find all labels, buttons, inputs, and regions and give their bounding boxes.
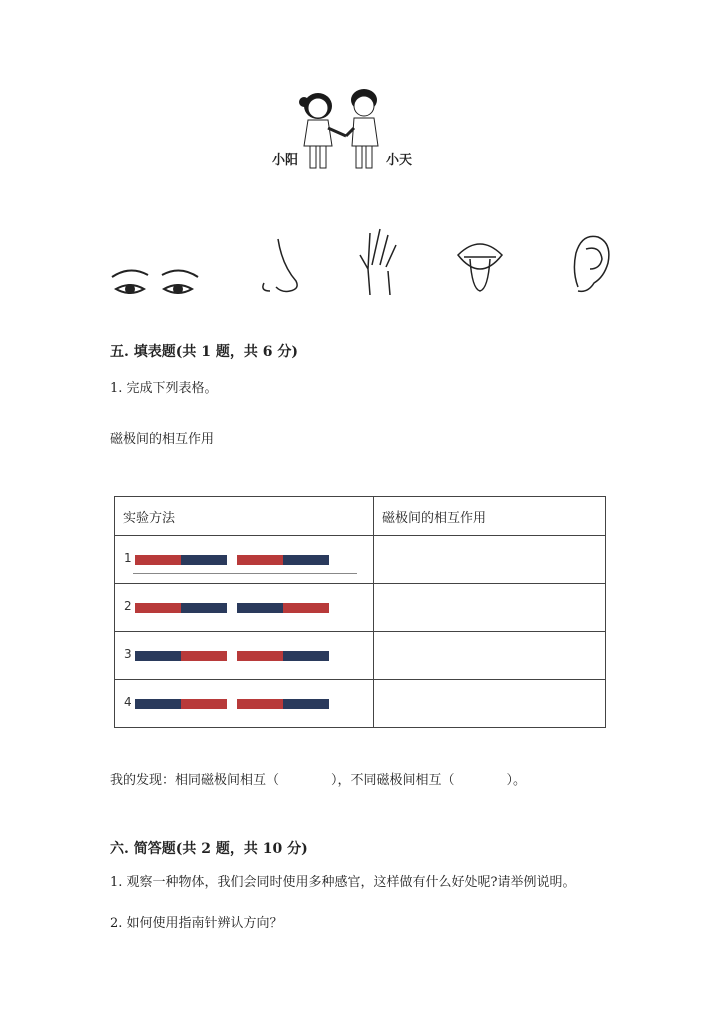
senses-illustration-row [100, 225, 630, 305]
bar-magnet [237, 651, 329, 661]
question-text: 2. 如何使用指南针辨认方向？ [110, 916, 283, 931]
method-cell [115, 536, 374, 584]
table-header-row [115, 497, 606, 536]
answer-cell[interactable] [374, 680, 606, 728]
row-number: 1 [124, 551, 132, 565]
header-interaction: 磁极间的相互作用 [374, 497, 606, 536]
method-cell [115, 632, 374, 680]
answer-cell[interactable] [374, 584, 606, 632]
question-text: 1. 观察一种物体，我们会同时使用多种感官，这样做有什么好处呢?请举例说明。 [110, 875, 576, 890]
header-method: 实验方法 [115, 497, 374, 536]
experiment-table [114, 496, 606, 728]
kids-illustration [268, 84, 428, 176]
eyes-icon [112, 270, 198, 293]
bar-magnet [135, 603, 227, 613]
table-row [115, 584, 606, 632]
table-row [115, 632, 606, 680]
table-surface-line [133, 573, 357, 574]
tongue-icon [458, 244, 502, 291]
section-title: 六. 简答题(共 2 题，共 10 分) [110, 841, 308, 857]
table-subtitle: 磁极间的相互作用 [110, 432, 215, 447]
section-title: 五. 填表题(共 1 题，共 6 分) [110, 344, 298, 360]
bar-magnet [135, 651, 227, 661]
ear-icon [574, 236, 608, 291]
row-number: 2 [124, 599, 132, 613]
bar-magnet [135, 555, 227, 565]
row-number: 4 [124, 695, 132, 709]
table-row [115, 536, 606, 584]
table-row [115, 680, 606, 728]
question-text: 1. 完成下列表格。 [110, 381, 218, 396]
answer-cell[interactable] [374, 632, 606, 680]
bar-magnet [237, 603, 329, 613]
bar-magnet [237, 555, 329, 565]
boy-name-label: 小天 [386, 153, 413, 168]
row-number: 3 [124, 647, 132, 661]
answer-cell[interactable] [374, 536, 606, 584]
hand-icon [360, 229, 396, 295]
bar-magnet [237, 699, 329, 709]
method-cell [115, 680, 374, 728]
girl-name-label: 小阳 [272, 153, 299, 168]
finding-sentence: 我的发现：相同磁极间相互（ ），不同磁极间相互（ ）。 [110, 773, 527, 788]
bar-magnet [135, 699, 227, 709]
nose-icon [263, 239, 297, 292]
method-cell [115, 584, 374, 632]
